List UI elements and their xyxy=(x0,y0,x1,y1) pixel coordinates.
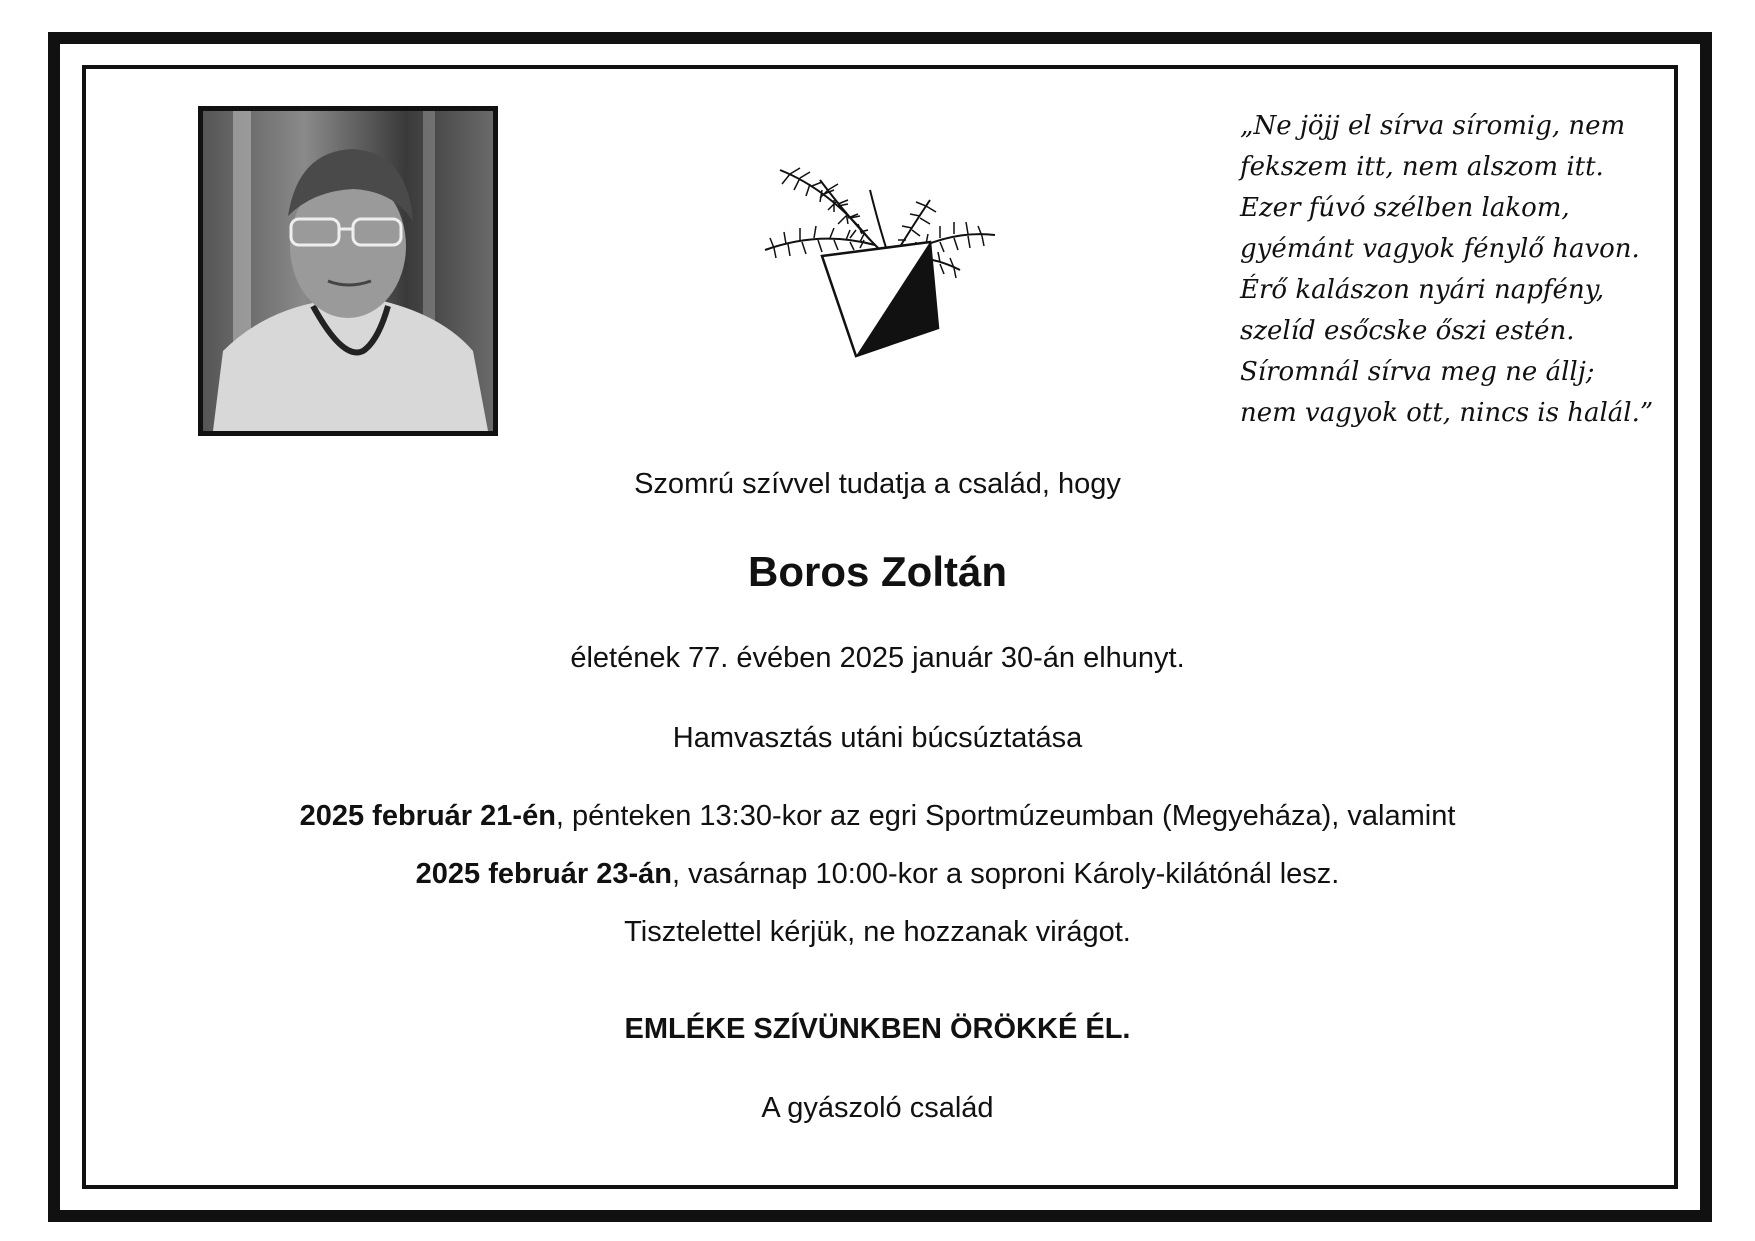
poem-line: gyémánt vagyok fénylő havon. xyxy=(1240,234,1640,264)
poem-line: fekszem itt, nem alszom itt. xyxy=(1240,152,1604,182)
deceased-name: Boros Zoltán xyxy=(748,548,1007,595)
event-line-2 xyxy=(0,858,1755,891)
poem-line: Érő kalászon nyári napfény, xyxy=(1240,275,1605,305)
poem-line: nem vagyok ott, nincs is halál.” xyxy=(1240,398,1654,428)
poem-line: Síromnál sírva meg ne állj; xyxy=(1240,357,1595,387)
farewell-heading: Hamvasztás utáni búcsúztatása xyxy=(672,722,1083,754)
intro-text: Szomrú szívvel tudatja a család, hogy xyxy=(634,468,1121,500)
poem-line: szelíd esőcske őszi estén. xyxy=(1240,316,1575,346)
event-date-1: 2025 február 21-én xyxy=(299,800,556,832)
memory-line: EMLÉKE SZÍVÜNKBEN ÖRÖKKÉ ÉL. xyxy=(624,1013,1131,1045)
age-line: életének 77. évében 2025 január 30-án elhunyt. xyxy=(570,642,1185,674)
event-date-2: 2025 február 23-án xyxy=(415,858,672,890)
poem-line: „Ne jöjj el sírva síromig, nem xyxy=(1240,111,1626,141)
poem-line: Ezer fúvó szélben lakom, xyxy=(1240,193,1570,223)
poem xyxy=(1240,106,1660,434)
family-signature: A gyászoló család xyxy=(761,1092,994,1124)
flowers-request: Tisztelettel kérjük, ne hozzanak virágot. xyxy=(624,916,1131,948)
event-details-1: , pénteken 13:30-kor az egri Sportmúzeumban (Megyeháza), valamint xyxy=(555,800,1456,832)
event-line-1 xyxy=(0,800,1755,833)
pine-branch-emblem xyxy=(760,160,1000,370)
portrait-photo xyxy=(198,106,498,436)
event-details-2: , vasárnap 10:00-kor a soproni Károly-kilátónál lesz. xyxy=(671,858,1340,890)
